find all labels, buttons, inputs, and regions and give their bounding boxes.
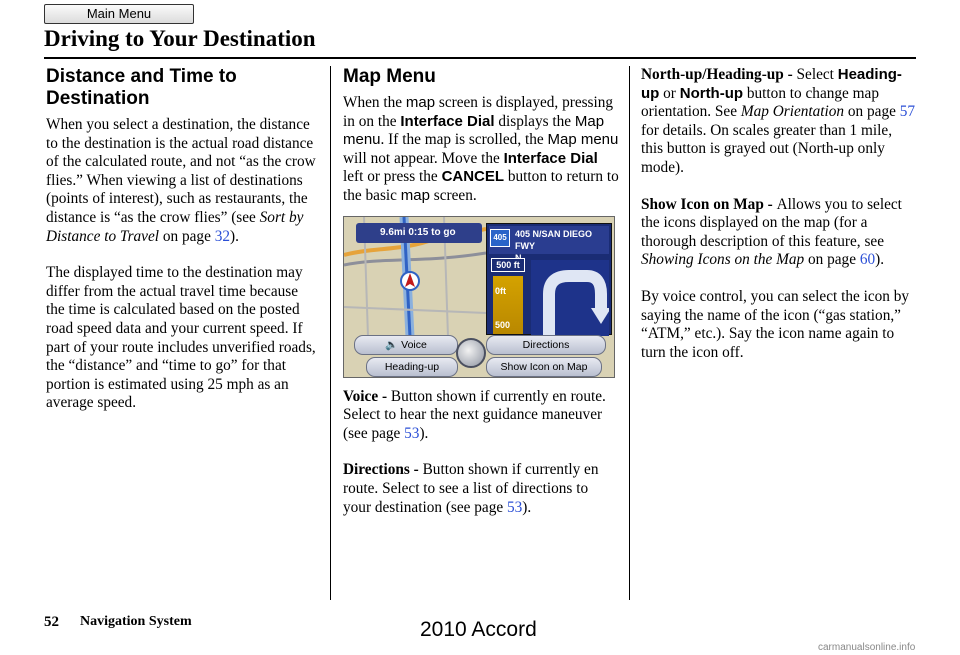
paragraph-time: The displayed time to the destination may differ from the actual travel time because the time is calculated based on the posted road speed data and your current speed. If part of your route includes unverified roads, the “distance” and “time to go” for that portion is estimated using 25 mph as an average speed. [46,264,316,412]
term-voice: Voice - [343,387,391,405]
main-menu-button[interactable]: Main Menu [44,4,194,24]
column-divider [330,66,331,600]
text: . If the map is scrolled, the [380,131,548,149]
term-show-icon: Show Icon on Map - [641,195,777,213]
text: button to return to the basic [343,168,619,204]
keyword: Heading-up [641,66,902,102]
text: ). [522,498,532,516]
voice-button[interactable] [354,335,458,355]
freeway-shield-icon: 405 [490,229,510,247]
turn-arrow-icon [531,260,609,336]
text: Button shown if currently en route. Select to see a list of directions to your destination (see page [343,461,599,516]
distance-bar [493,276,523,334]
text: ). [875,251,885,269]
footer-system: Navigation System [80,614,192,629]
footer-model: 2010 Accord [420,618,537,641]
column-distance-time [46,66,316,431]
distance-box: 500 ft [491,258,525,272]
page-link-57[interactable]: 57 [899,103,916,121]
text: or [659,84,680,102]
page-number: 52 [44,614,59,630]
keyword: North-up [679,84,744,102]
directions-button[interactable]: Directions [486,335,606,355]
term-directions: Directions - [343,461,423,479]
bar-bottom-label: 500 [495,319,511,330]
page-link-32[interactable]: 32 [214,227,230,245]
heading-up-button[interactable]: Heading-up [366,357,458,377]
text: left or press the [343,168,442,186]
section-heading-distance-time: Distance and Time to Destination [46,66,237,109]
text: Button shown if currently en route. Select to hear the next guidance maneuver (see page [343,387,606,442]
keyword: map [405,94,436,111]
keyword: Map menu [547,131,619,149]
text: on page [804,251,860,269]
page-title: Driving to Your Destination [44,26,316,51]
text: button to change map orientation. See [641,84,879,121]
text: screen is displayed, pressing in on the [343,94,614,130]
freeway-name: 405 N/SAN DIEGO FWY [515,228,593,251]
cross-reference: Showing Icons on the Map [641,251,805,269]
route-info-bar: 9.6mi 0:15 to go [356,223,482,243]
map-menu-screenshot [343,216,615,378]
text: When you select a destination, the distance to the destination is the actual road distance of the calculated route, and not “as the crow flies.” When viewing a list of destinations (points of interest), such as restaurants, the distance is “as the crow flies” (see [46,116,316,226]
text: on page [844,103,900,121]
text: will not appear. Move the [343,149,504,167]
term-north-up: North-up/Heading-up - [641,66,797,83]
paragraph-north-up [641,66,917,178]
paragraph-show-icon [641,196,917,270]
text: ). [419,424,429,442]
paragraph-directions [343,461,619,517]
text: When the [343,94,406,111]
page-link-53[interactable]: 53 [506,498,523,516]
speaker-icon: 🔈 [385,338,402,351]
page-link-53[interactable]: 53 [404,424,420,442]
text: for details. On scales greater than 1 mile, this button is grayed out (North-up only mode). [641,121,893,176]
voice-label: Voice [401,338,427,351]
paragraph-map-menu-intro [343,94,619,206]
paragraph-voice-control: By voice control, you can select the icon by saying the name of the icon (“gas station,” “ATM,” etc.). Say the icon name again to turn the icon off. [641,287,910,361]
page-link-60[interactable]: 60 [859,251,876,269]
keyword: map [400,186,430,204]
text: displays the [494,112,575,130]
interface-dial-icon [456,338,486,368]
paragraph-voice [343,388,619,444]
cross-reference: Sort by Distance to Travel [46,208,304,245]
show-icon-button[interactable]: Show Icon on Map [486,357,602,377]
section-heading-map-menu: Map Menu [343,66,436,87]
keyword: Interface Dial [503,149,598,167]
column-map-menu [343,66,619,535]
guidance-panel [486,223,612,335]
column-divider [629,66,630,600]
paragraph-distance [46,116,316,246]
keyword: Map menu [343,112,605,149]
bar-top-label: 0ft [495,285,506,296]
keyword: Interface Dial [400,112,495,130]
title-rule [44,57,916,59]
text: ). [229,227,239,245]
text: screen. [429,186,477,204]
cross-reference: Map Orientation [740,103,845,121]
text: Select [796,66,838,83]
watermark: carmanualsonline.info [818,642,916,653]
column-map-options [641,66,917,380]
text: on page [159,227,215,245]
text: Allows you to select the icons displayed on the map (for a thorough description of this feature, see [641,195,902,250]
keyword: CANCEL [441,168,505,186]
